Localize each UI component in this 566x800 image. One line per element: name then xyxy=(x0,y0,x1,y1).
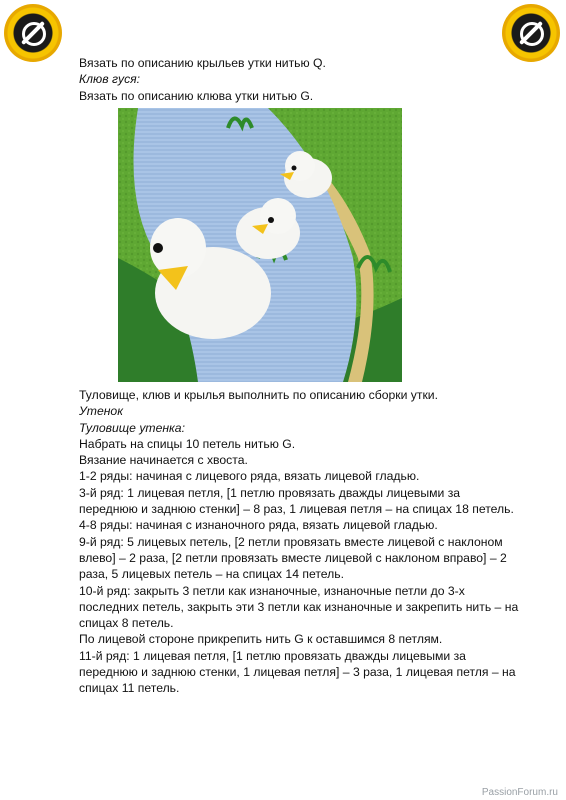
text-line: спицах 8 петель. xyxy=(79,616,174,631)
text-line: 11-й ряд: 1 лицевая петля, [1 петлю провязать дважды лицевыми за xyxy=(79,648,466,663)
text-line: Вязать по описанию крыльев утки нитью Q. xyxy=(79,56,326,70)
text-line: По лицевой стороне прикрепить нить G к оставшимся 8 петлям. xyxy=(79,632,443,647)
text-line: Вязание начинается с хвоста. xyxy=(79,453,248,468)
instructions-text xyxy=(79,387,518,697)
text-line: переднюю и заднюю стенки, 1 лицевая петля] – 3 раза, 1 лицевая петля – на xyxy=(79,665,516,680)
text-line: Набрать на спицы 10 петель нитью G. xyxy=(79,436,296,451)
text-line: влево] – 2 раза, [2 петли провязать вместе лицевой с наклоном вправо] – 2 xyxy=(79,550,507,565)
text-line: 4-8 ряды: начиная с изнаночного ряда, вязать лицевой гладью. xyxy=(79,518,438,533)
knitted-goose-photo xyxy=(118,108,402,382)
text-line: Туловище, клюв и крылья выполнить по описанию сборки утки. xyxy=(79,388,438,402)
text-line-heading: Клюв гуся: xyxy=(79,72,141,87)
subsection-heading: Туловище утенка: xyxy=(79,420,185,435)
text-line: 3-й ряд: 1 лицевая петля, [1 петлю провязать дважды лицевыми за xyxy=(79,485,461,500)
text-line: Вязать по описанию клюва утки нитью G. xyxy=(79,88,314,103)
pdf-change-viewer-badge-left xyxy=(4,4,62,62)
intro-text xyxy=(79,55,326,104)
text-line: раза, 5 лицевых петель – на спицах 14 петель. xyxy=(79,567,344,582)
photo-illustration xyxy=(118,108,402,382)
text-line: переднюю и заднюю стенки] – 8 раз, 1 лицевая петля – на спицах 18 петель. xyxy=(79,502,514,517)
text-line: 9-й ряд: 5 лицевых петель, [2 петли провязать вместе лицевой с наклоном xyxy=(79,534,503,549)
watermark: PassionForum.ru xyxy=(481,787,558,798)
pdf-change-viewer-badge-right xyxy=(502,4,560,62)
text-line: последних петель, закрыть эти 3 петли как изнаночные и закрепить нить – на xyxy=(79,599,519,614)
section-heading: Утенок xyxy=(79,404,123,419)
text-line: 10-й ряд: закрыть 3 петли как изнаночные, изнаночные петли до 3-х xyxy=(79,583,465,598)
text-line: спицах 11 петель. xyxy=(79,681,180,696)
text-line: 1-2 ряды: начиная с лицевого ряда, вязать лицевой гладью. xyxy=(79,469,420,484)
